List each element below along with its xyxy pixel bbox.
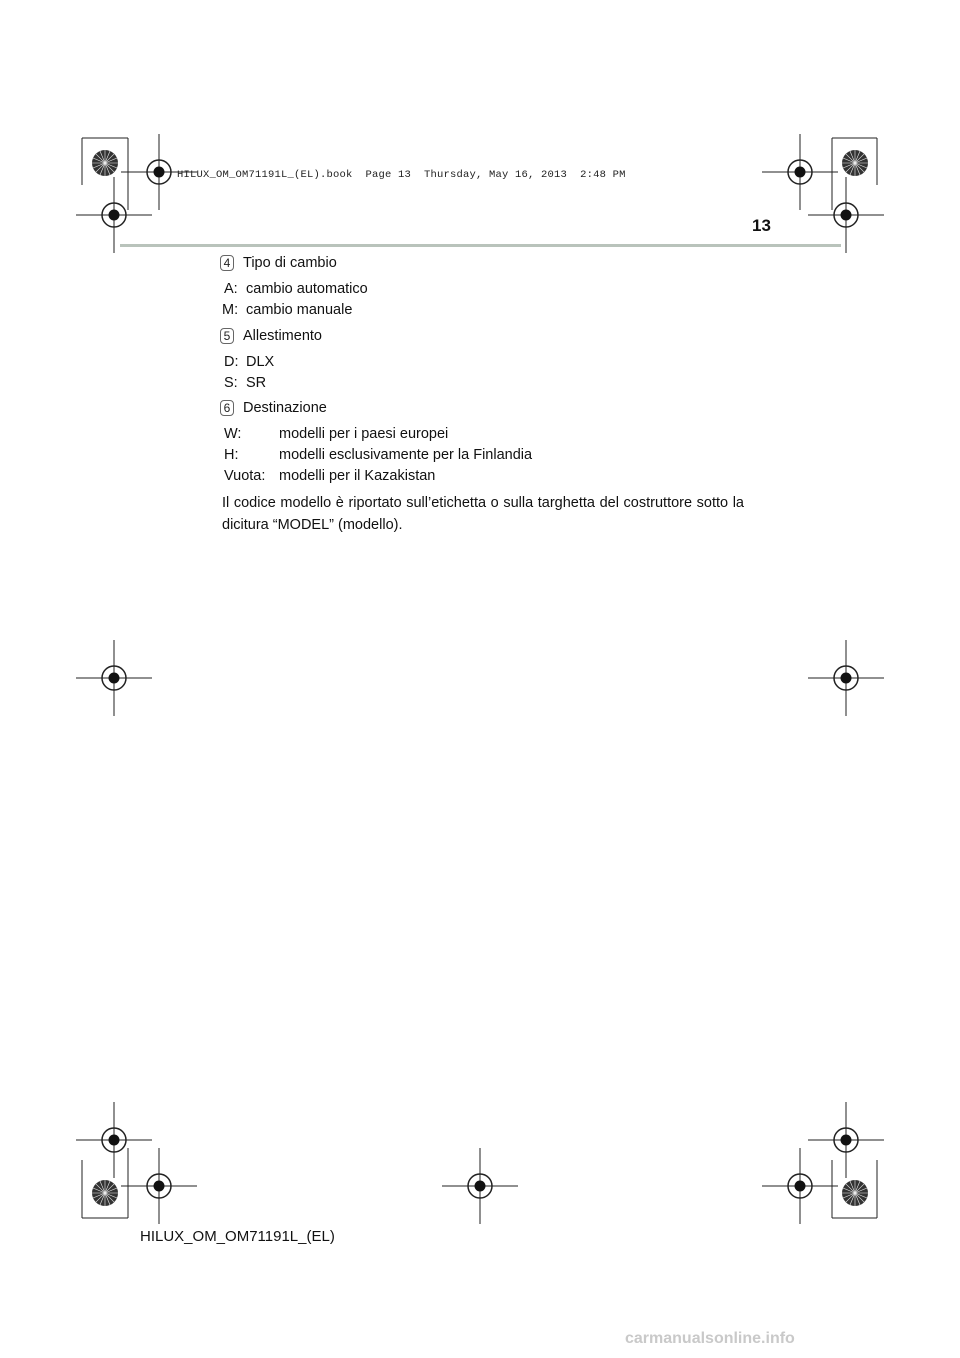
registration-mark [76, 177, 152, 253]
section-title: Allestimento [243, 328, 322, 344]
item-text: DLX [246, 354, 275, 370]
item-code: Vuota: [224, 468, 266, 484]
item-text: cambio manuale [246, 302, 353, 318]
registration-mark [808, 640, 884, 716]
registration-mark [808, 177, 884, 253]
document-code: HILUX_OM_OM71191L_(EL) [140, 1228, 335, 1245]
watermark: carmanualsonline.info [625, 1330, 795, 1347]
item-code: H: [224, 447, 239, 463]
starburst-mark [92, 1180, 118, 1206]
item-code: A: [224, 281, 238, 297]
item-code: M: [222, 302, 239, 318]
page-number: 13 [752, 216, 771, 235]
item-code: D: [224, 354, 239, 370]
item-code: W: [224, 426, 242, 442]
registration-mark [76, 1102, 152, 1178]
header-rule [120, 244, 841, 247]
section-number-badge: 6 [220, 400, 234, 416]
book-file-header: HILUX_OM_OM71191L_(EL).book Page 13 Thursday, May 16, 2013 2:48 PM [177, 169, 626, 181]
section-title: Destinazione [243, 400, 327, 416]
registration-mark [442, 1148, 518, 1224]
item-text: modelli per i paesi europei [279, 426, 449, 442]
starburst-mark [842, 150, 868, 176]
item-text: modelli esclusivamente per la Finlandia [279, 447, 533, 463]
registration-mark [121, 1148, 197, 1224]
section-number-badge: 5 [220, 328, 234, 344]
item-text: modelli per il Kazakistan [279, 468, 436, 484]
registration-mark [76, 640, 152, 716]
registration-mark [762, 134, 838, 210]
registration-mark [808, 1102, 884, 1178]
starburst-mark [92, 150, 118, 176]
item-text: cambio automatico [246, 281, 368, 297]
model-code-note: Il codice modello è riportato sull’etichetta o sulla targhetta del costruttore sotto la dicitura “MODEL” (modello). [222, 495, 744, 533]
section-number-badge: 4 [220, 255, 234, 271]
item-text: SR [246, 375, 267, 391]
item-code: S: [224, 375, 238, 391]
section-title: Tipo di cambio [243, 255, 337, 271]
starburst-mark [842, 1180, 868, 1206]
registration-mark [762, 1148, 838, 1224]
